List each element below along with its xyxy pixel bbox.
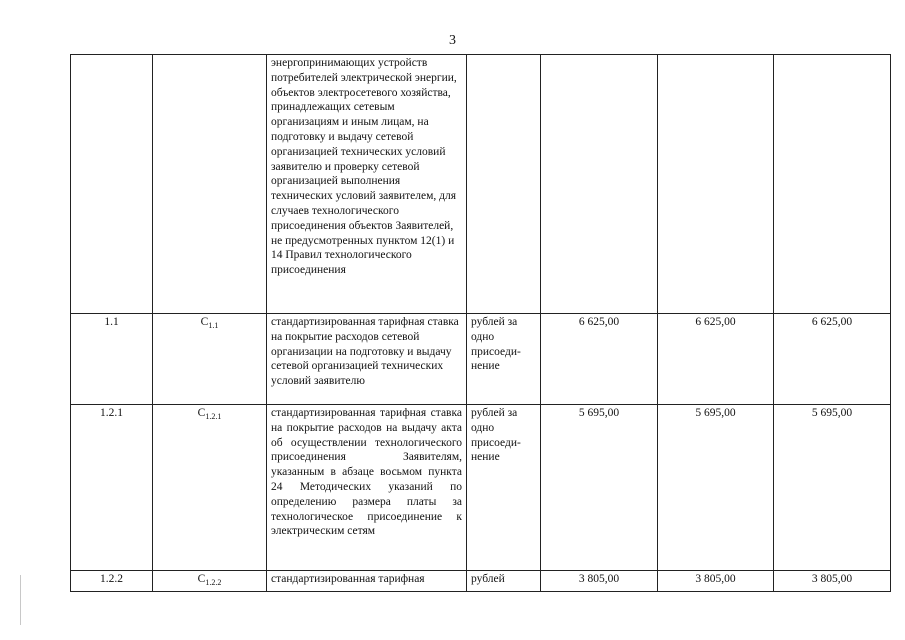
rate-value-2: 6 625,00 (658, 314, 774, 405)
row-number: 1.2.1 (71, 405, 153, 571)
cell-value-empty (541, 55, 658, 314)
rate-description: стандартизированная тарифная ставка на покрытие расходов сетевой организации на подготовку и выдачу сетевой организацией технических условий заявителю (267, 314, 467, 405)
rate-code-letter: С (197, 573, 206, 585)
rate-description: стандартизированная тарифная ставка на покрытие расходов на выдачу акта об осуществлении технологического присоединения Заявителям, указанным в абзаце восьмом пункта 24 Методических указаний по определению размера платы за технологическое присоединение к электрическим сетям (267, 405, 467, 571)
cell-description-continued: энергопринимающих устройств потребителей электрической энергии, объектов электросетевого хозяйства, принадлежащих сетевым организациям и иным лицам, на подготовку и выдачу сетевой организацией технических условий заявителю и проверку сетевой организацией выполнения технических условий заявителем, для случаев технологического присоединения объектов Заявителей, не предусмотренных пунктом 12(1) и 14 Правил технологического присоединения (267, 55, 467, 314)
table-row (71, 405, 891, 571)
rate-code (153, 314, 267, 405)
cell-value-empty (774, 55, 891, 314)
rate-value-3: 5 695,00 (774, 405, 891, 571)
rate-value-1: 5 695,00 (541, 405, 658, 571)
rate-code (153, 405, 267, 571)
row-number: 1.1 (71, 314, 153, 405)
page-number: 3 (449, 33, 456, 48)
tariff-table (70, 54, 891, 592)
unit-of-measure: рублей (467, 571, 541, 592)
rate-value-2: 3 805,00 (658, 571, 774, 592)
unit-of-measure: рублей за одно присоеди-нение (467, 405, 541, 571)
scan-artifact-line (20, 575, 21, 625)
rate-value-3: 6 625,00 (774, 314, 891, 405)
unit-of-measure: рублей за одно присоеди-нение (467, 314, 541, 405)
row-number: 1.2.2 (71, 571, 153, 592)
rate-value-2: 5 695,00 (658, 405, 774, 571)
table-row (71, 571, 891, 592)
rate-code-subscript: 1.1 (208, 321, 219, 330)
rate-code-letter: С (200, 316, 209, 328)
table-row-continuation (71, 55, 891, 314)
rate-code-subscript: 1.2.2 (205, 578, 222, 587)
rate-value-1: 3 805,00 (541, 571, 658, 592)
rate-value-1: 6 625,00 (541, 314, 658, 405)
rate-code-subscript: 1.2.1 (205, 412, 222, 421)
cell-value-empty (658, 55, 774, 314)
cell-unit-empty (467, 55, 541, 314)
rate-description: стандартизированная тарифная (267, 571, 467, 592)
table-row (71, 314, 891, 405)
rate-value-3: 3 805,00 (774, 571, 891, 592)
cell-code-empty (153, 55, 267, 314)
rate-code-letter: С (197, 407, 206, 419)
rate-code (153, 571, 267, 592)
cell-num-empty (71, 55, 153, 314)
